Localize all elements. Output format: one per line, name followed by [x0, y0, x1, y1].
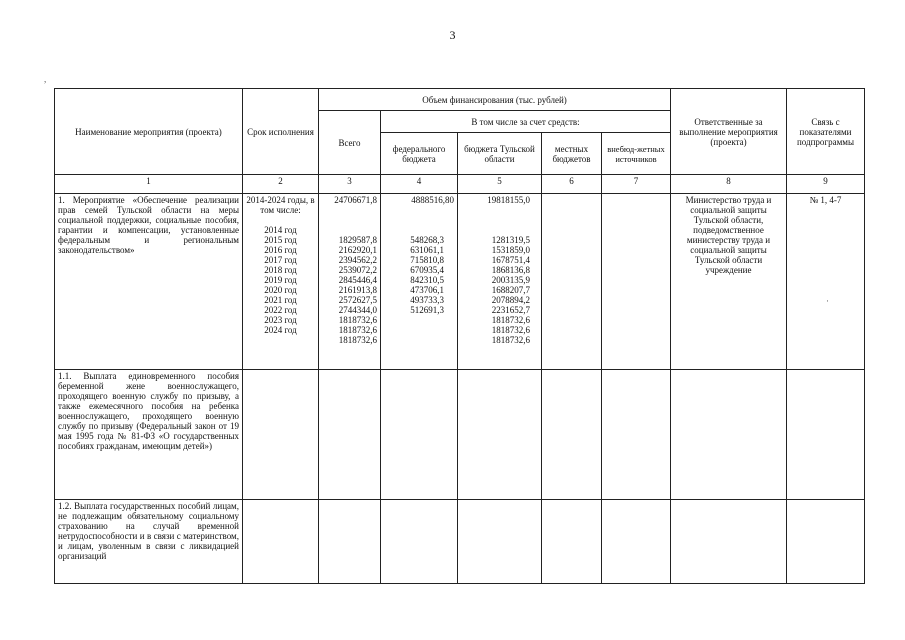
regional-by-year: 1281319,5 1531859,0 1678751,4 1868136,8 2003135,9 1688207,7 2078894,2 2231652,7 1818732,6 1818732,6 1818732,6: [491, 235, 530, 345]
extrabudget-cell: [602, 194, 671, 370]
empty-cell: [381, 500, 458, 584]
column-number: 3: [319, 175, 381, 194]
regional-value: 19818155,0: [487, 195, 530, 205]
empty-cell: [602, 370, 671, 500]
empty-cell: [671, 370, 787, 500]
scan-mark: ,: [44, 74, 47, 84]
header-extrabudget: внебюд-жетных источников: [602, 133, 671, 175]
empty-cell: [319, 370, 381, 500]
federal-by-year: 548268,3 631061,1 715810,8 670935,4 842310,5 473706,1 493733,3 512691,3: [410, 235, 444, 315]
measure-name: 1.1. Выплата единовременного пособия беременной жене военнослужащего, проходящего военную службу по призыву, а также ежемесячного пособия на ребенка военнослужащего, проходящего военную службу по призыву (Федеральный закон от 19 мая 1995 года № 81-ФЗ «О государственных пособиях гражданам, имеющим детей»): [55, 370, 243, 500]
header-including: В том числе за счет средств:: [381, 111, 671, 133]
empty-cell: [319, 500, 381, 584]
header-federal: федерального бюджета: [381, 133, 458, 175]
column-number: 4: [381, 175, 458, 194]
local-cell: [542, 194, 602, 370]
column-number: 6: [542, 175, 602, 194]
total-by-year: 1829587,8 2162920,1 2394562,2 2539072,2 2845446,4 2161913,8 2572627,5 2744344,0 1818732,6 1818732,6 1818732,6: [338, 235, 377, 345]
table-row: [55, 370, 865, 500]
financing-table: [54, 88, 865, 584]
page-number: 3: [449, 28, 456, 42]
empty-cell: [458, 500, 542, 584]
column-number: 8: [671, 175, 787, 194]
header-local: местных бюджетов: [542, 133, 602, 175]
empty-cell: [381, 370, 458, 500]
measure-name: 1.2. Выплата государственных пособий лицам, не подлежащим обязательному социальному страхованию на случай временной нетрудоспособности и в связи с материнством, и лицам, уволенным в связи с ликвидацией организаций: [55, 500, 243, 584]
empty-cell: [787, 370, 865, 500]
header-responsible: Ответственные за выполнение мероприятия (проекта): [671, 89, 787, 175]
empty-cell: [243, 370, 319, 500]
period-cell: [243, 194, 319, 370]
header-period: Срок исполнения: [243, 89, 319, 175]
header-name: Наименование мероприятия (проекта): [55, 89, 243, 175]
header-total: Всего: [319, 111, 381, 175]
table-row: [55, 500, 865, 584]
empty-cell: [602, 500, 671, 584]
empty-cell: [542, 370, 602, 500]
link-cell: № 1, 4-7: [787, 194, 865, 370]
column-number: 9: [787, 175, 865, 194]
column-number: 7: [602, 175, 671, 194]
federal-value: 4888516,80: [411, 195, 454, 205]
table-row: [55, 194, 865, 370]
years-list: 2014 год 2015 год 2016 год 2017 год 2018 год 2019 год 2020 год 2021 год 2022 год 2023 год 2024 год: [264, 225, 297, 335]
header-regional: бюджета Тульской области: [458, 133, 542, 175]
empty-cell: [542, 500, 602, 584]
total-cell: [319, 194, 381, 370]
measure-name: 1. Мероприятие «Обеспечение реализации прав семей Тульской области на меры социальной поддержки, социальные пособия, гарантии и компенсации, установленные федеральным и региональным законодательством»: [55, 194, 243, 370]
total-value: 24706671,8: [334, 195, 377, 205]
regional-cell: [458, 194, 542, 370]
scan-mark: ·: [826, 296, 829, 306]
empty-cell: [243, 500, 319, 584]
header-financing: Объем финансирования (тыс. рублей): [319, 89, 671, 111]
column-number: 2: [243, 175, 319, 194]
federal-cell: [381, 194, 458, 370]
empty-cell: [787, 500, 865, 584]
header-link: Связь с показателями подпрограммы: [787, 89, 865, 175]
responsible-cell: Министерство труда и социальной защиты Тульской области, подведомственное министерству труда и социальной защиты Тульской области учреждение: [671, 194, 787, 370]
column-number: 1: [55, 175, 243, 194]
column-number: 5: [458, 175, 542, 194]
period-heading: 2014-2024 годы, в том числе:: [246, 195, 315, 215]
empty-cell: [671, 500, 787, 584]
empty-cell: [458, 370, 542, 500]
